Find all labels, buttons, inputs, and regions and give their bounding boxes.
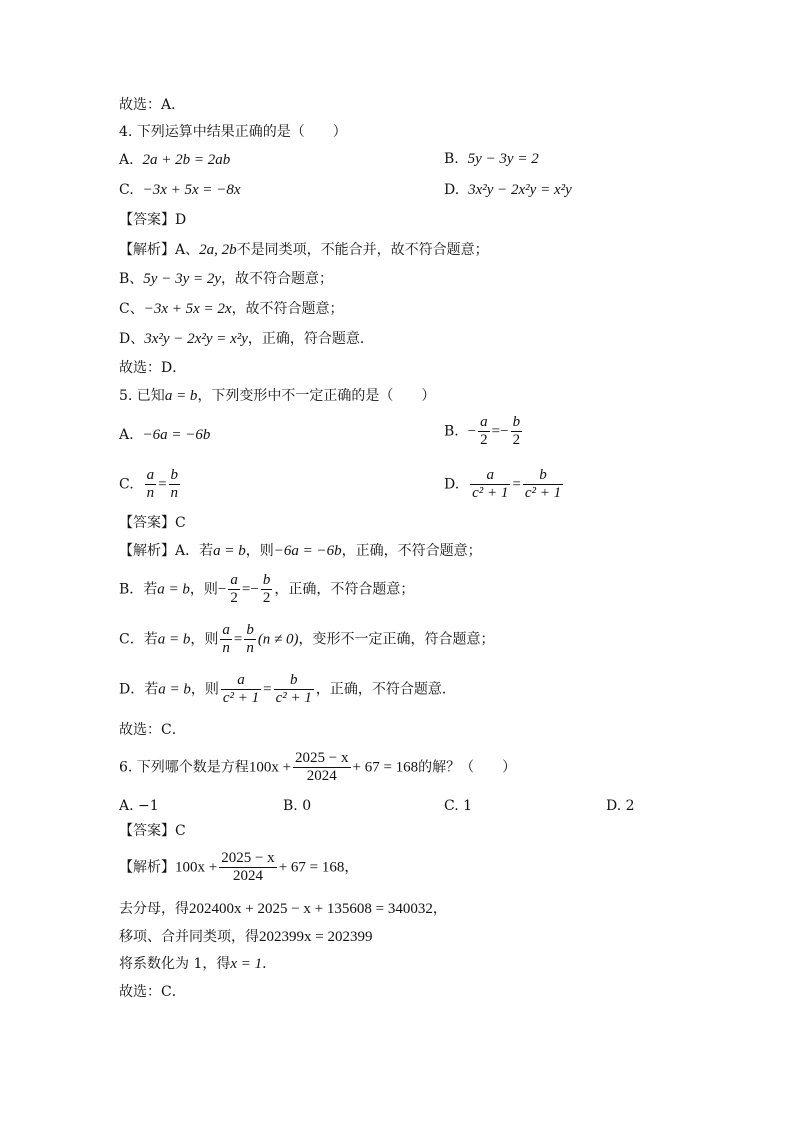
denominator: c² + 1 bbox=[524, 485, 562, 501]
q6-option-b: B. 0 bbox=[283, 798, 312, 814]
text: 将系数化为 1，得 bbox=[119, 956, 231, 972]
q5-analysis-c bbox=[119, 622, 495, 657]
option-label: D. bbox=[444, 476, 460, 493]
option-label: C. bbox=[119, 476, 134, 493]
q5-option-a bbox=[119, 425, 210, 445]
denominator: n bbox=[222, 640, 230, 656]
text: 不是同类项，不能合并，故不符合题意； bbox=[236, 242, 489, 258]
math: 202399x = 202399 bbox=[259, 929, 373, 945]
q5-selection: 故选：C． bbox=[119, 722, 186, 738]
math: 5y − 3y = 2y bbox=[143, 271, 222, 287]
minus-sign: − bbox=[217, 581, 227, 598]
text: 6. 下列哪个数是方程 bbox=[119, 759, 249, 776]
equals-sign: = bbox=[233, 631, 243, 648]
option-label: A. bbox=[119, 427, 134, 443]
q6-analysis-1 bbox=[119, 850, 358, 885]
text: 的解？（ ） bbox=[418, 759, 517, 776]
minus-sign: − bbox=[500, 423, 509, 440]
fraction bbox=[523, 467, 563, 502]
denominator: n bbox=[246, 640, 254, 656]
option-label: B. bbox=[444, 423, 459, 440]
q5-option-b bbox=[444, 414, 524, 449]
option-expr: 2a + 2b = 2ab bbox=[142, 152, 231, 168]
fraction bbox=[293, 750, 350, 785]
fraction bbox=[244, 622, 256, 657]
minus-sign: − bbox=[250, 581, 259, 598]
denominator: 2 bbox=[480, 432, 488, 448]
question-5 bbox=[119, 386, 435, 406]
denominator: 2 bbox=[512, 432, 521, 448]
question-6 bbox=[119, 750, 516, 785]
text: ， bbox=[344, 859, 359, 876]
text: ，正确，不符合题意． bbox=[315, 681, 456, 698]
fraction bbox=[478, 414, 490, 449]
text: ，则 bbox=[190, 681, 219, 698]
q6-analysis-4 bbox=[119, 954, 276, 974]
numerator: b bbox=[246, 622, 254, 638]
equals-sign: = bbox=[241, 581, 251, 598]
math: a = b bbox=[213, 543, 246, 559]
math: 3x²y − 2x²y = x²y bbox=[144, 331, 248, 347]
q4-analysis-a bbox=[119, 240, 489, 260]
question-4: 4. 下列运算中结果正确的是（ ） bbox=[119, 124, 347, 140]
prev-answer-selection: 故选：A． bbox=[119, 97, 186, 113]
denominator: n bbox=[146, 485, 155, 501]
q5-option-d bbox=[444, 467, 565, 502]
equals-sign: = bbox=[263, 681, 272, 698]
text: ，则 bbox=[189, 581, 218, 598]
math: 202400x + 2025 − x + 135608 = 340032 bbox=[189, 901, 433, 917]
q4-analysis-c bbox=[119, 299, 344, 319]
option-label: A. bbox=[119, 152, 134, 168]
fraction bbox=[511, 414, 523, 449]
text: 【解析】A、 bbox=[119, 242, 200, 258]
equals-sign: = bbox=[158, 476, 167, 493]
text: ，故不符合题意； bbox=[221, 271, 334, 287]
text: D、 bbox=[119, 331, 145, 347]
text: ，正确，不符合题意； bbox=[341, 543, 482, 559]
q4-option-d bbox=[444, 180, 572, 200]
numerator: a bbox=[222, 622, 230, 638]
q4-option-c bbox=[119, 180, 241, 200]
math: 100x + bbox=[175, 859, 218, 876]
option-expr: 3x²y − 2x²y = x²y bbox=[468, 182, 572, 198]
q6-option-d: D. 2 bbox=[606, 798, 635, 814]
math: a = b bbox=[157, 581, 190, 598]
text: B、 bbox=[119, 271, 144, 287]
fraction bbox=[219, 850, 276, 885]
numerator: a bbox=[230, 572, 238, 588]
math: + 67 = 168 bbox=[352, 759, 419, 776]
text: C．若 bbox=[119, 631, 158, 648]
denominator: 2 bbox=[230, 590, 238, 606]
math: −6a = −6b bbox=[273, 543, 342, 559]
text: ，正确，不符合题意； bbox=[274, 581, 415, 598]
q5-option-c bbox=[119, 467, 182, 502]
numerator: a bbox=[146, 467, 155, 483]
q5-analysis-d bbox=[119, 672, 456, 707]
equals-sign: = bbox=[491, 423, 501, 440]
q5-analysis-a bbox=[119, 541, 482, 561]
q4-option-b bbox=[444, 149, 539, 169]
fraction bbox=[145, 467, 157, 502]
math: −3x + 5x = 2x bbox=[143, 301, 232, 317]
numerator: b bbox=[512, 414, 521, 430]
math: + 67 = 168 bbox=[278, 859, 345, 876]
q6-selection: 故选：C． bbox=[119, 984, 186, 1000]
math: a = b bbox=[158, 681, 191, 698]
option-label: C. bbox=[119, 182, 134, 198]
fraction bbox=[228, 572, 240, 607]
q6-answer: 【答案】C bbox=[119, 823, 186, 839]
text: ， bbox=[432, 901, 447, 917]
denominator: c² + 1 bbox=[222, 690, 260, 706]
text: ，变形不一定正确，符合题意； bbox=[298, 631, 495, 648]
text: 【解析】 bbox=[119, 859, 175, 876]
fraction bbox=[274, 672, 314, 707]
text: C、 bbox=[119, 301, 144, 317]
text: 【解析】A．若 bbox=[119, 543, 214, 559]
numerator: a bbox=[221, 672, 261, 690]
q5-analysis-b bbox=[119, 572, 414, 607]
minus-sign: − bbox=[467, 423, 477, 440]
text: ． bbox=[262, 956, 277, 972]
denominator: c² + 1 bbox=[472, 485, 509, 501]
q6-analysis-2 bbox=[119, 899, 447, 919]
denominator: 2024 bbox=[306, 768, 337, 784]
math: 100x + bbox=[248, 759, 292, 776]
fraction bbox=[220, 622, 232, 657]
equals-sign: = bbox=[512, 476, 521, 493]
numerator: b bbox=[262, 572, 271, 588]
option-label: D. bbox=[444, 182, 460, 198]
denominator: c² + 1 bbox=[275, 690, 312, 706]
text: ，正确，符合题意． bbox=[247, 331, 374, 347]
fraction bbox=[169, 467, 181, 502]
q6-option-a: A. −1 bbox=[119, 798, 159, 814]
option-expr: 5y − 3y = 2 bbox=[467, 151, 539, 167]
q6-analysis-3 bbox=[119, 927, 372, 947]
math: x = 1 bbox=[230, 956, 263, 972]
numerator: b bbox=[170, 467, 179, 483]
text: B．若 bbox=[119, 581, 158, 598]
text: 移项、合并同类项，得 bbox=[119, 929, 259, 945]
text: ，则 bbox=[190, 631, 219, 648]
numerator: a bbox=[470, 467, 510, 485]
numerator: 2025 − x bbox=[295, 750, 349, 766]
q4-option-a bbox=[119, 150, 230, 170]
math: a = b bbox=[164, 388, 198, 404]
text: D．若 bbox=[119, 681, 159, 698]
denominator: n bbox=[170, 485, 179, 501]
q5-answer: 【答案】C bbox=[119, 515, 186, 531]
q4-answer: 【答案】D bbox=[119, 212, 187, 228]
option-label: B. bbox=[444, 151, 459, 167]
numerator: a bbox=[480, 414, 488, 430]
condition: (n ≠ 0) bbox=[257, 631, 299, 648]
q6-option-c: C. 1 bbox=[444, 798, 473, 814]
text: ，则 bbox=[245, 543, 274, 559]
numerator: b bbox=[274, 672, 314, 690]
numerator: b bbox=[523, 467, 563, 485]
fraction bbox=[221, 672, 261, 707]
denominator: 2024 bbox=[232, 868, 263, 884]
text: ，下列变形中不一定正确的是（ ） bbox=[197, 388, 436, 404]
text: 去分母，得 bbox=[119, 901, 189, 917]
option-expr: −3x + 5x = −8x bbox=[142, 182, 241, 198]
math: 2a, 2b bbox=[199, 242, 237, 258]
fraction bbox=[261, 572, 273, 607]
q4-analysis-d bbox=[119, 329, 374, 349]
option-expr: −6a = −6b bbox=[142, 427, 211, 443]
denominator: 2 bbox=[262, 590, 271, 606]
math: a = b bbox=[157, 631, 191, 648]
q4-selection: 故选：D． bbox=[119, 360, 187, 376]
text: 5. 已知 bbox=[119, 388, 165, 404]
text: ，故不符合题意； bbox=[231, 301, 344, 317]
numerator: 2025 − x bbox=[221, 850, 275, 866]
q4-analysis-b bbox=[119, 269, 333, 289]
fraction bbox=[470, 467, 510, 502]
